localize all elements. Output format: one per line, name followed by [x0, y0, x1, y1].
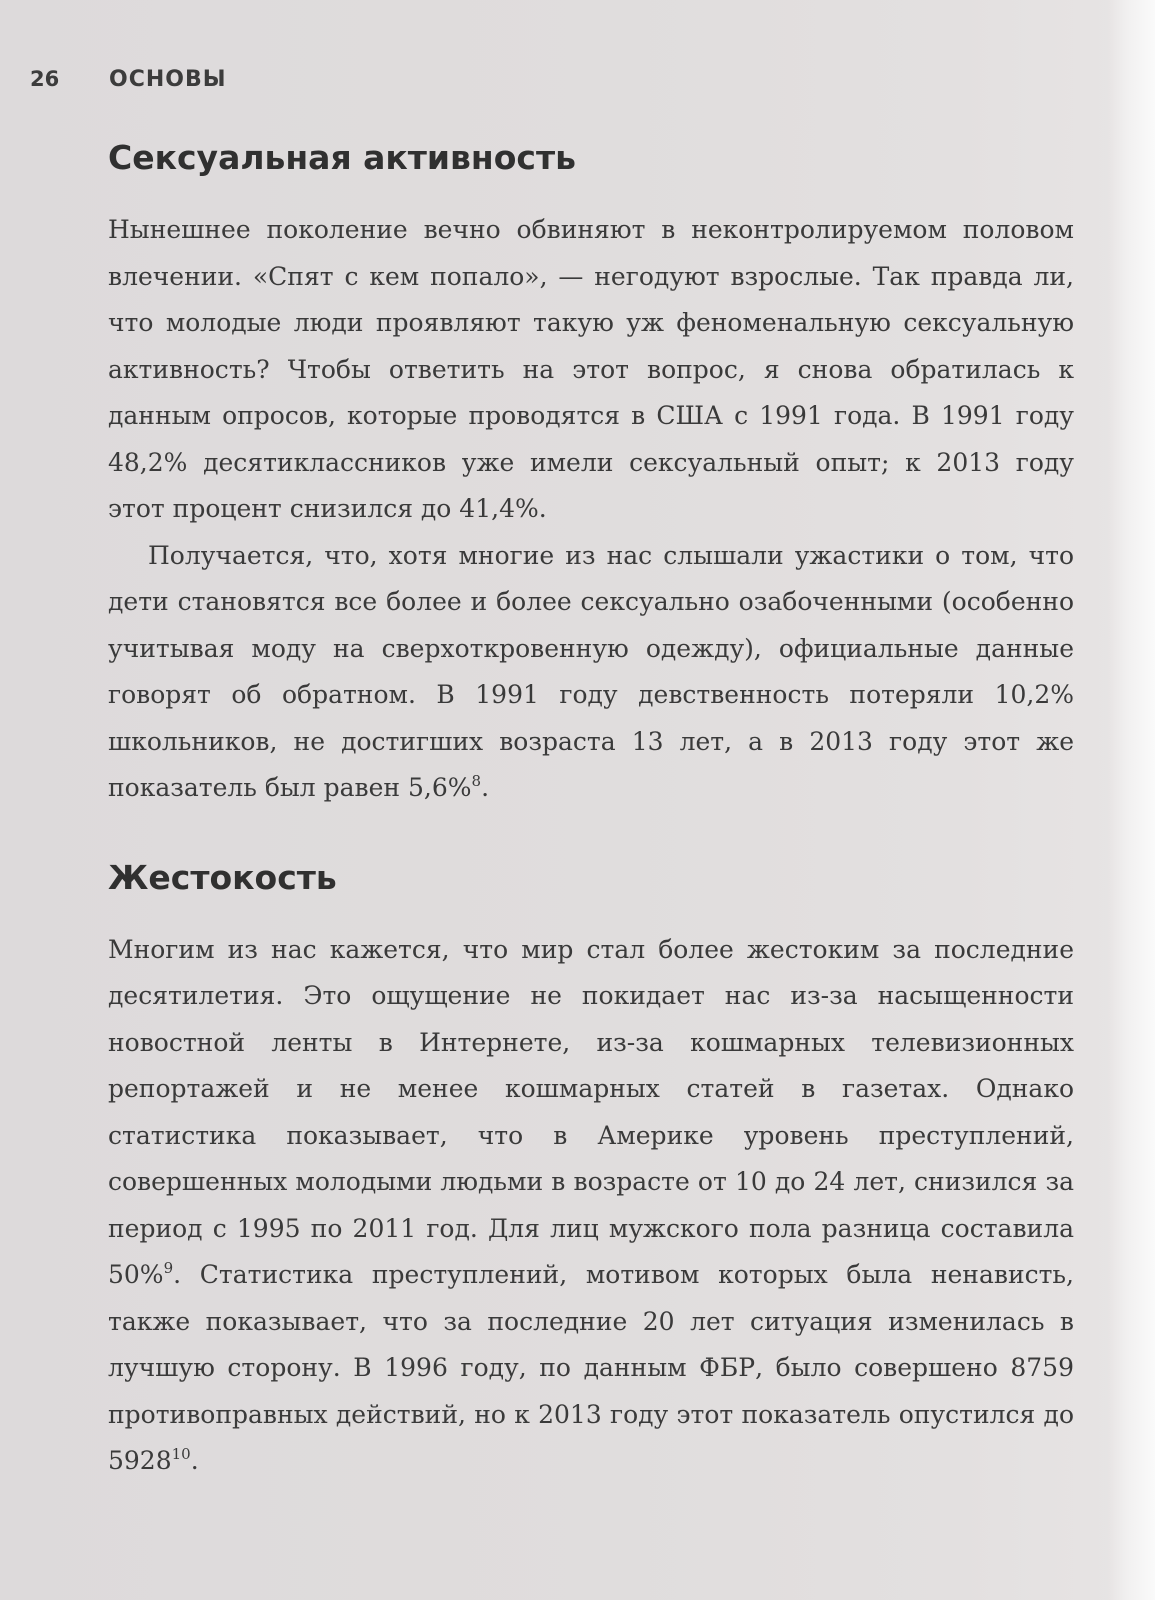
footnote-ref-10: 10	[171, 1445, 191, 1463]
section-heading-sexual-activity: Сексуальная активность	[108, 138, 576, 177]
section-heading-violence: Жестокость	[108, 857, 337, 897]
paragraph-violence-1: Многим из нас кажется, что мир стал более жестоким за последние десятилетия. Это ощущение не покидает нас из-за насыщенности новостной ленты в Интернете, из-за кошмарных телевизионных репортажей и не менее кошмарных статей в газетах. Однако статистика показывает, что в Америке уровень преступлений, совершенных молодыми людьми в возрасте от 10 до 24 лет, снизился за период с 1995 по 2011 год. Для лиц мужского пола разница составила 50%$^9$. Статистика преступлений, мотивом которых была ненависть, также показывает, что за последние 20 лет ситуация изменилась в лучшую сторону. В 1996 году, по данным ФБР, было совершено 8759 противоправных действий, но к 2013 году этот показатель опустился до 5928$^{10}$.	[108, 934, 1074, 1475]
page-number: 26	[30, 67, 60, 91]
paragraph-sexual-activity-1: Нынешнее поколение вечно обвиняют в неконтролируемом половом влечении. «Спят с кем попало», — негодуют взрослые. Так правда ли, что молодые люди проявляют такую уж феноменальную сексуальную активность? Чтобы ответить на этот вопрос, я снова обратилась к данным опросов, которые проводятся в США с 1991 года. В 1991 году 48,2% десятиклассников уже имели сексуальный опыт; к 2013 году этот процент снизился до 41,4%.	[108, 215, 1074, 523]
page-content	[108, 136, 1074, 1485]
footnote-ref-8: 8	[471, 772, 482, 790]
paragraph-sexual-activity-2: Получается, что, хотя многие из нас слышали ужастики о том, что дети становятся все более и более сексуально озабоченными (особенно учитывая моду на сверхоткровенную одежду), официальные данные говорят об обратном. В 1991 году девственность потеряли 10,2% школьников, не достигших возраста 13 лет, а в 2013 году этот же показатель был равен 5,6%$^8$.	[108, 540, 1074, 802]
footnote-ref-9: 9	[163, 1259, 174, 1277]
running-head	[30, 62, 227, 96]
page-edge-shadow	[1108, 0, 1155, 1600]
running-head-section: ОСНОВЫ	[109, 66, 227, 92]
